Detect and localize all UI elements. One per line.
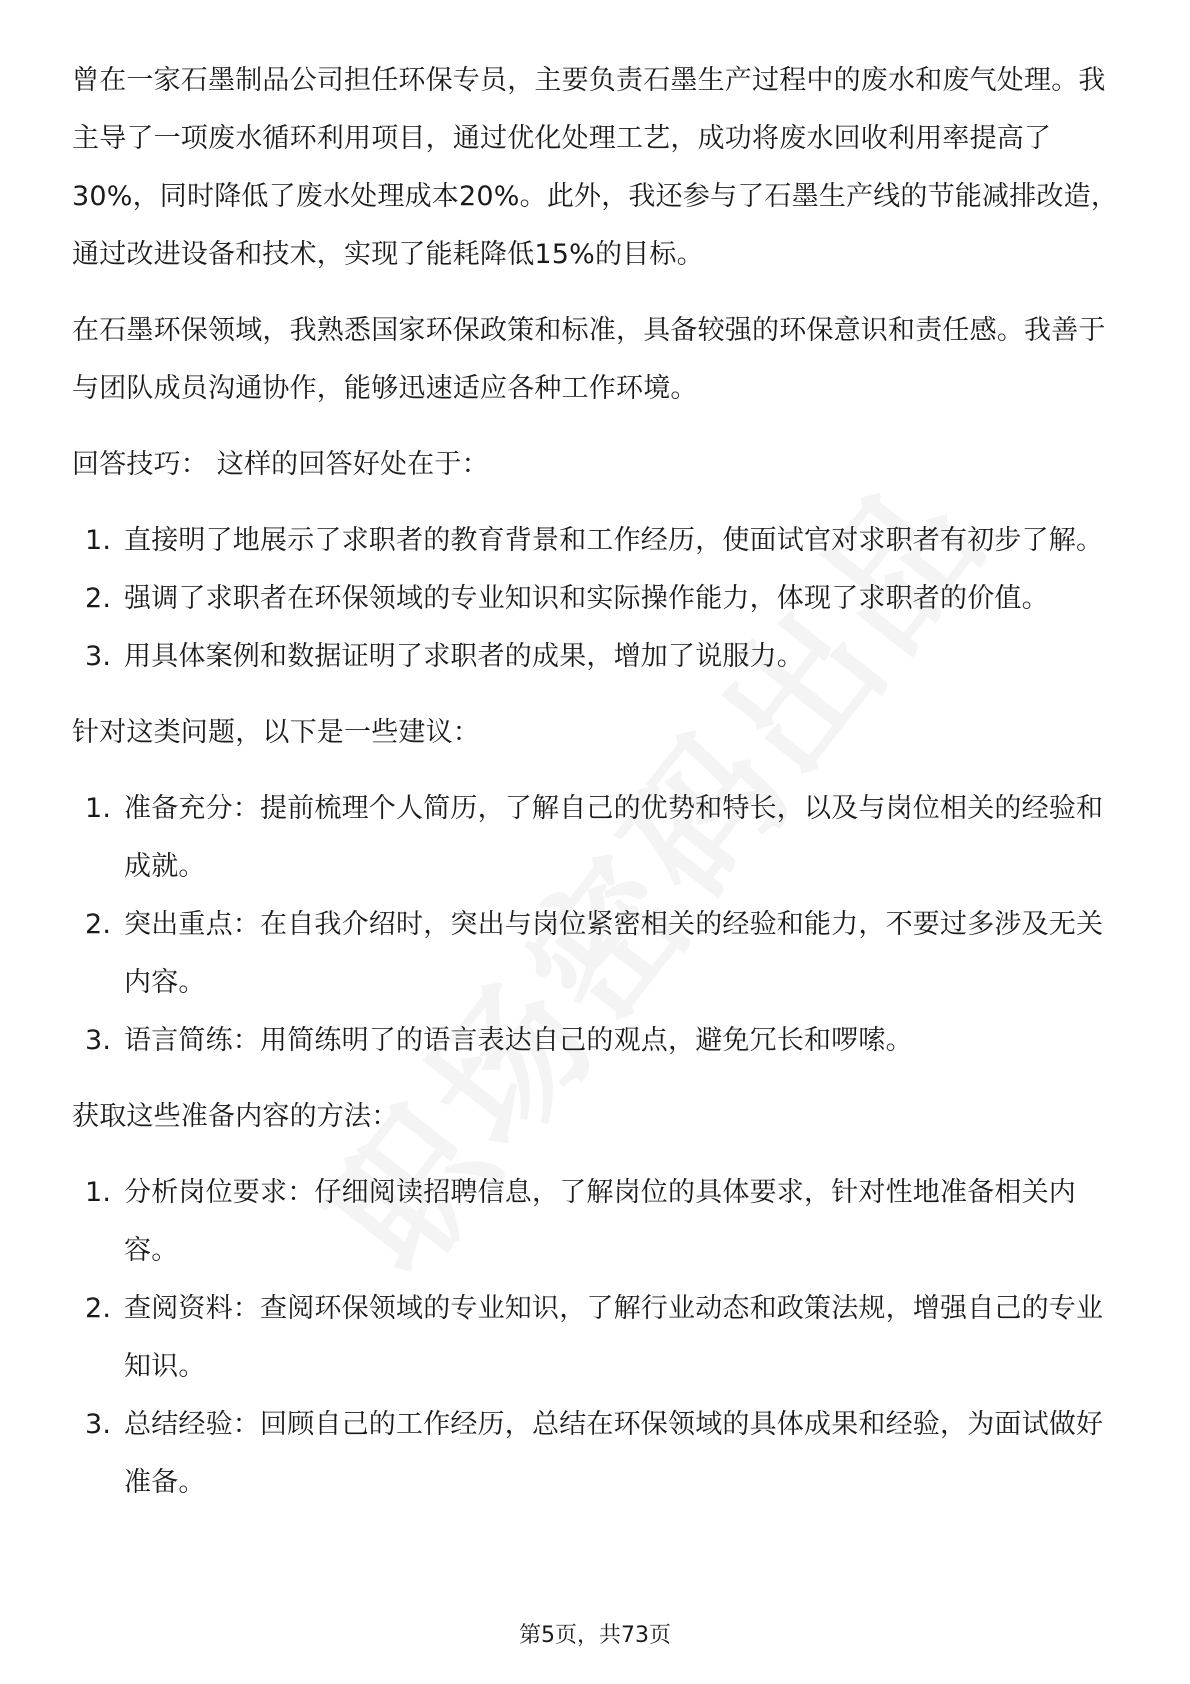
suggestions-list xyxy=(72,780,1122,1070)
list-item xyxy=(72,1396,1122,1512)
list-item xyxy=(72,896,1122,1012)
list-item-number: 1. xyxy=(85,793,112,824)
list-item-text: 用具体案例和数据证明了求职者的成果，增加了说服力。 xyxy=(124,641,804,672)
list-item-number: 2. xyxy=(85,1293,112,1324)
paragraph-experience: 曾在一家石墨制品公司担任环保专员，主要负责石墨生产过程中的废水和废气处理。我主导了一项废水循环利用项目，通过优化处理工艺，成功将废水回收利用率提高了30%，同时降低了废水处理成本20%。此外，我还参与了石墨生产线的节能减排改造，通过改进设备和技术，实现了能耗降低15%的目标。 xyxy=(72,65,1119,270)
list-item-text: 强调了求职者在环保领域的专业知识和实际操作能力，体现了求职者的价值。 xyxy=(124,583,1049,614)
list-item-number: 3. xyxy=(85,1409,112,1440)
list-item-text: 分析岗位要求：仔细阅读招聘信息，了解岗位的具体要求，针对性地准备相关内容。 xyxy=(124,1177,1076,1266)
list-item-text: 总结经验：回顾自己的工作经历，总结在环保领域的具体成果和经验，为面试做好准备。 xyxy=(124,1409,1104,1498)
answer-benefits-list xyxy=(72,512,1122,686)
list-item xyxy=(72,512,1122,570)
methods-list xyxy=(72,1164,1122,1512)
list-item-text: 直接明了地展示了求职者的教育背景和工作经历，使面试官对求职者有初步了解。 xyxy=(124,525,1104,556)
list-item xyxy=(72,570,1122,628)
paragraph-methods-heading: 获取这些准备内容的方法： xyxy=(72,1101,399,1132)
list-item-number: 3. xyxy=(85,641,112,672)
list-item-number: 1. xyxy=(85,1177,112,1208)
list-item xyxy=(72,628,1122,686)
list-item-number: 1. xyxy=(85,525,112,556)
list-item-text: 查阅资料：查阅环保领域的专业知识，了解行业动态和政策法规，增强自己的专业知识。 xyxy=(124,1293,1104,1382)
page-number: 第5页，共73页 xyxy=(519,1623,671,1648)
paragraph-answer-tips-heading: 回答技巧： 这样的回答好处在于： xyxy=(72,449,489,480)
list-item-number: 2. xyxy=(85,583,112,614)
list-item xyxy=(72,1164,1122,1280)
paragraph-suggestions-heading: 针对这类问题，以下是一些建议： xyxy=(72,717,480,748)
list-item-number: 2. xyxy=(85,909,112,940)
paragraph-expertise: 在石墨环保领域，我熟悉国家环保政策和标准，具备较强的环保意识和责任感。我善于与团队成员沟通协作，能够迅速适应各种工作环境。 xyxy=(72,315,1106,404)
list-item xyxy=(72,1280,1122,1396)
list-item-text: 准备充分：提前梳理个人简历，了解自己的优势和特长，以及与岗位相关的经验和成就。 xyxy=(124,793,1104,882)
document-body xyxy=(72,52,1122,1530)
list-item xyxy=(72,780,1122,896)
list-item-text: 突出重点：在自我介绍时，突出与岗位紧密相关的经验和能力，不要过多涉及无关内容。 xyxy=(124,909,1104,998)
list-item-text: 语言简练：用简练明了的语言表达自己的观点，避免冗长和啰嗦。 xyxy=(124,1025,913,1056)
list-item xyxy=(72,1012,1122,1070)
list-item-number: 3. xyxy=(85,1025,112,1056)
